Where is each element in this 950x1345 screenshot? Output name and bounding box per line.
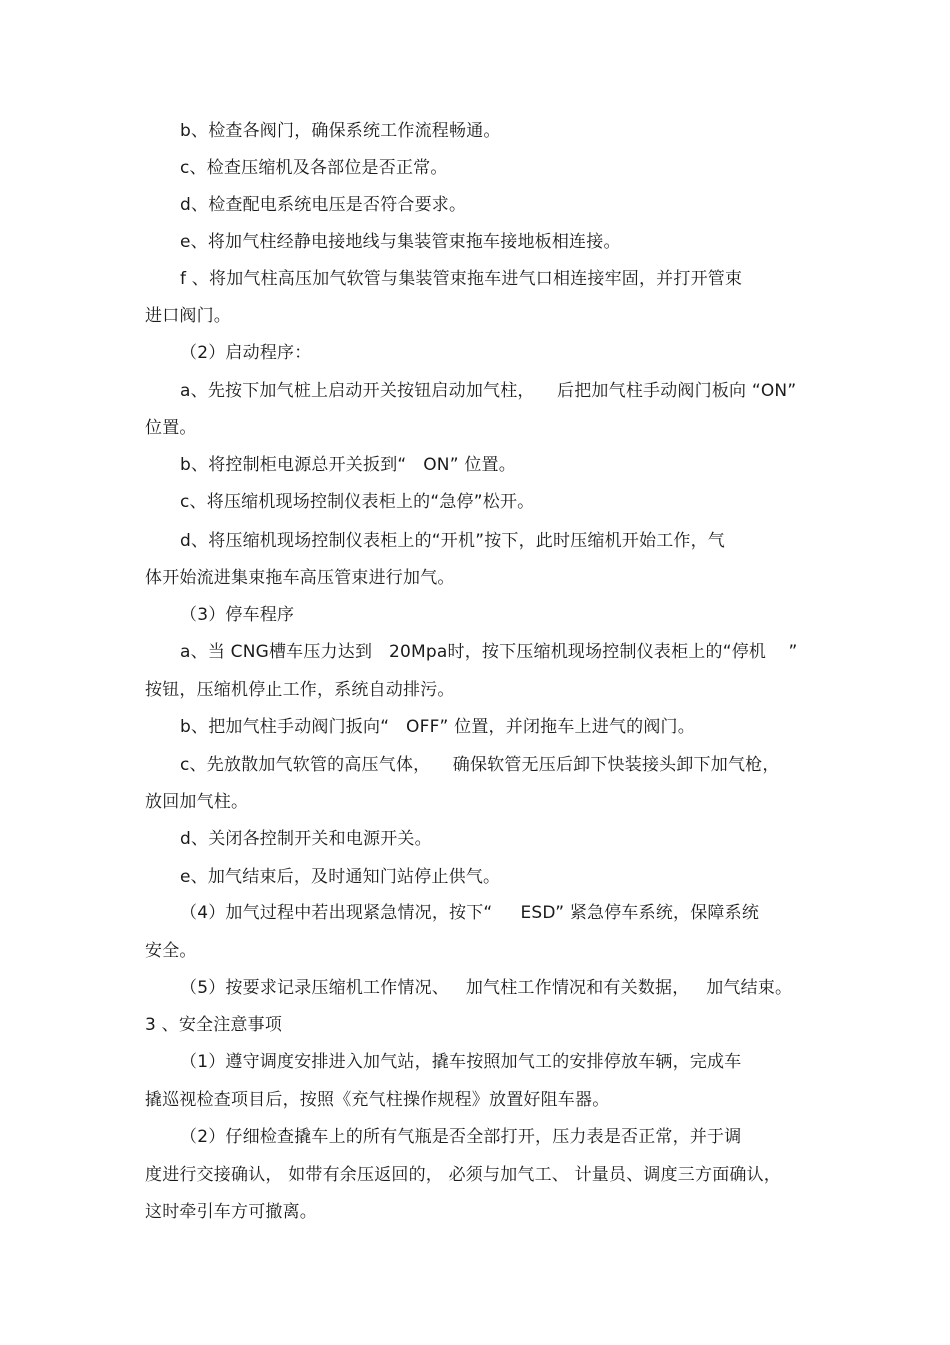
text-line-f-continued: 进口阀门。 <box>145 306 231 326</box>
text-line-b-check-valves: b、检查各阀门，确保系统工作流程畅通。 <box>180 121 501 141</box>
text-line-d-check-voltage: d、检查配电系统电压是否符合要求。 <box>180 195 467 215</box>
text-line-shutdown-a-continued: 按钮，压缩机停止工作，系统自动排污。 <box>145 680 455 700</box>
section-heading-safety: 3 、安全注意事项 <box>145 1015 283 1035</box>
text-line-shutdown-c: c、先放散加气软管的高压气体， 确保软管无压后卸下快装接头卸下加气枪， <box>180 755 780 775</box>
section-heading-startup: （2）启动程序： <box>180 343 312 363</box>
text-line-record-data: （5）按要求记录压缩机工作情况、 加气柱工作情况和有关数据， 加气结束。 <box>180 978 793 998</box>
text-line-startup-a: a、先按下加气桩上启动开关按钮启动加气柱， 后把加气柱手动阀门板向 “ON” <box>180 381 797 401</box>
text-line-safety-2-continued: 度进行交接确认， 如带有余压返回的， 必须与加气工、 计量员、调度三方面确认， <box>145 1165 782 1185</box>
text-line-emergency-continued: 安全。 <box>145 941 197 961</box>
text-line-shutdown-b: b、把加气柱手动阀门扳向“ OFF” 位置，并闭拖车上进气的阀门。 <box>180 717 695 737</box>
text-line-startup-d: d、将压缩机现场控制仪表柜上的“开机”按下，此时压缩机开始工作，气 <box>180 531 726 551</box>
text-line-startup-c: c、将压缩机现场控制仪表柜上的“急停”松开。 <box>180 492 535 512</box>
text-line-safety-1-continued: 撬巡视检查项目后，按照《充气柱操作规程》放置好阻车器。 <box>145 1090 610 1110</box>
text-line-shutdown-a: a、当 CNG槽车压力达到 20Mpa时，按下压缩机现场控制仪表柜上的“停机 ” <box>180 642 798 662</box>
text-line-startup-b: b、将控制柜电源总开关扳到“ ON” 位置。 <box>180 455 516 475</box>
text-line-shutdown-d: d、关闭各控制开关和电源开关。 <box>180 829 432 849</box>
section-heading-shutdown: （3）停车程序 <box>180 605 295 625</box>
text-line-safety-1: （1）遵守调度安排进入加气站，撬车按照加气工的安排停放车辆，完成车 <box>180 1052 742 1072</box>
text-line-startup-a-continued: 位置。 <box>145 418 197 438</box>
text-line-emergency: （4）加气过程中若出现紧急情况，按下“ ESD” 紧急停车系统，保障系统 <box>180 903 760 923</box>
text-line-c-check-compressor: c、检查压缩机及各部位是否正常。 <box>180 158 448 178</box>
text-line-shutdown-c-continued: 放回加气柱。 <box>145 792 249 812</box>
text-line-safety-2: （2）仔细检查撬车上的所有气瓶是否全部打开，压力表是否正常，并于调 <box>180 1127 742 1147</box>
text-line-safety-2-end: 这时牵引车方可撤离。 <box>145 1202 317 1222</box>
text-line-startup-d-continued: 体开始流进集束拖车高压管束进行加气。 <box>145 568 455 588</box>
text-line-e-grounding: e、将加气柱经静电接地线与集装管束拖车接地板相连接。 <box>180 232 621 252</box>
text-line-f-hose-connection: f 、将加气柱高压加气软管与集装管束拖车进气口相连接牢固，并打开管束 <box>180 269 743 289</box>
text-line-shutdown-e: e、加气结束后，及时通知门站停止供气。 <box>180 867 501 887</box>
